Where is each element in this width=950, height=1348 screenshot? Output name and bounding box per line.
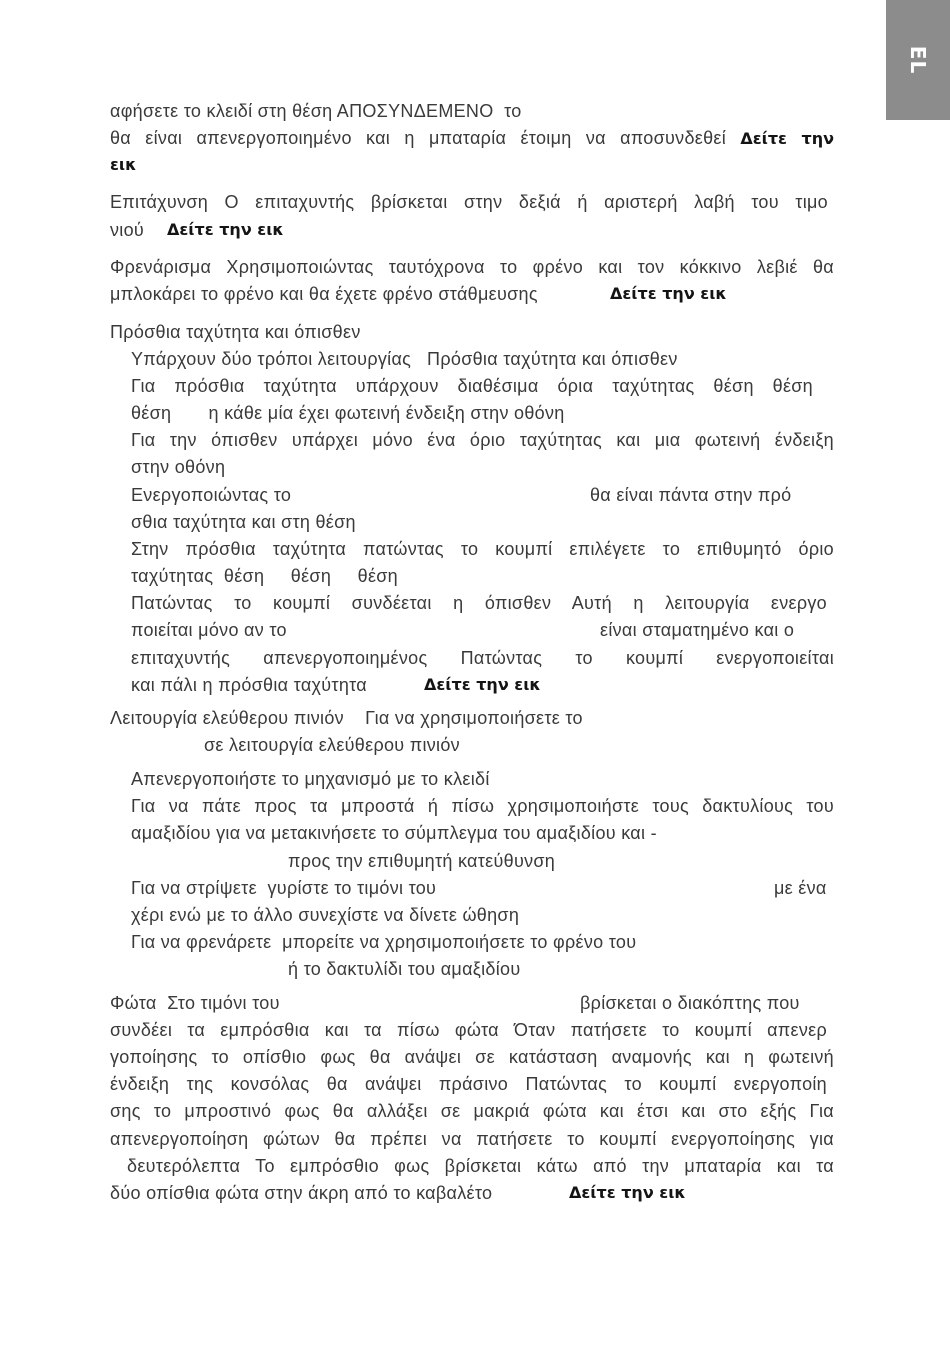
list-item: Για την όπισθεν υπάρχει μόνο ένα όριο ταχύτητας και μια φωτεινή ένδειξη: [131, 430, 834, 450]
text-line-continuation: βρίσκεται ο διακόπτης που: [580, 993, 800, 1013]
list-item: Για να πάτε προς τα μπροστά ή πίσω χρησιμοποιήστε τους δακτυλίους του: [131, 796, 834, 816]
list-item: Για να στρίψετε γυρίστε το τιμόνι του: [131, 878, 437, 898]
text-line: Φρενάρισμα Χρησιμοποιώντας ταυτόχρονα το φρένο και τον κόκκινο λεβιέ θα: [110, 257, 834, 277]
list-item: Απενεργοποιήστε το μηχανισμό με το κλειδί: [131, 769, 490, 789]
figure-reference: Δείτε την εικ: [569, 1183, 686, 1202]
section-heading: σε λειτουργία ελεύθερου πινιόν: [204, 735, 460, 755]
text-line: δευτερόλεπτα Το εμπρόσθιο φως βρίσκεται κάτω από την μπαταρία και τα: [127, 1156, 834, 1176]
list-item: Ενεργοποιώντας το: [131, 485, 292, 505]
figure-reference: Δείτε την εικ: [424, 675, 541, 694]
text-line: θέση η κάθε μία έχει φωτεινή ένδειξη στην οθόνη: [131, 403, 565, 423]
text-line: Επιτάχυνση Ο επιταχυντής βρίσκεται στην δεξιά ή αριστερή λαβή του τιμο: [110, 192, 828, 212]
list-item: Υπάρχουν δύο τρόποι λειτουργίας Πρόσθια ταχύτητα και όπισθεν: [131, 349, 678, 369]
section-heading: Λειτουργία ελεύθερου πινιόν Για να χρησιμοποιήσετε το: [110, 708, 583, 728]
text-line: δύο οπίσθια φώτα στην άκρη από το καβαλέτο: [110, 1183, 493, 1203]
list-item: Στην πρόσθια ταχύτητα πατώντας το κουμπί επιλέγετε το επιθυμητό όριο: [131, 539, 834, 559]
text-line: γοποίησης το οπίσθιο φως θα ανάψει σε κατάσταση αναμονής και η φωτεινή: [110, 1047, 834, 1067]
text-line: μπλοκάρει το φρένο και θα έχετε φρένο στάθμευσης: [110, 284, 538, 304]
text-line-continuation: με ένα: [774, 878, 827, 898]
text-line: συνδέει τα εμπρόσθια και τα πίσω φώτα Όταν πατήσετε το κουμπί απενερ: [110, 1020, 827, 1040]
text-line: ποιείται μόνο αν το: [131, 620, 287, 640]
text-line: Φώτα Στο τιμόνι του: [110, 993, 280, 1013]
line-text: θα είναι απενεργοποιημένο και η μπαταρία έτοιμη να αποσυνδεθεί: [110, 128, 727, 148]
text-line-continuation: θα είναι πάντα στην πρό: [590, 485, 792, 505]
figure-reference: Δείτε την εικ: [167, 220, 284, 239]
text-line: και πάλι η πρόσθια ταχύτητα: [131, 675, 368, 695]
list-item: Για πρόσθια ταχύτητα υπάρχουν διαθέσιμα όρια ταχύτητας θέση θέση: [131, 376, 813, 396]
figure-reference: Δείτε την: [740, 129, 834, 148]
text-line: νιού: [110, 220, 145, 240]
language-tab-label: EL: [906, 45, 930, 75]
text-line: απενεργοποίηση φώτων θα πρέπει να πατήσετε το κουμπί ενεργοποίησης για: [110, 1129, 834, 1149]
list-item: Πατώντας το κουμπί συνδέεται η όπισθεν Αυτή η λειτουργία ενεργο: [131, 593, 827, 613]
text-line: σης το μπροστινό φως θα αλλάξει σε μακριά φώτα και έτσι και στο εξής Για: [110, 1101, 834, 1121]
section-heading: Πρόσθια ταχύτητα και όπισθεν: [110, 322, 361, 342]
text-line: ταχύτητας θέση θέση θέση: [131, 566, 398, 586]
figure-reference: Δείτε την εικ: [610, 284, 727, 303]
text-line: προς την επιθυμητή κατεύθυνση: [288, 851, 556, 871]
text-line: επιταχυντής απενεργοποιημένος Πατώντας το κουμπί ενεργοποιείται: [131, 648, 834, 668]
text-line: σθια ταχύτητα και στη θέση: [131, 512, 356, 532]
text-line-continuation: είναι σταματημένο και ο: [600, 620, 795, 640]
text-line: ένδειξη της κονσόλας θα ανάψει πράσινο Πατώντας το κουμπί ενεργοποίη: [110, 1074, 827, 1094]
text-line: ή το δακτυλίδι του αμαξιδίου: [288, 959, 521, 979]
figure-reference: εικ: [110, 155, 137, 174]
list-item: Για να φρενάρετε μπορείτε να χρησιμοποιήσετε το φρένο του: [131, 932, 637, 952]
language-tab: [886, 0, 950, 120]
text-line: αφήσετε το κλειδί στη θέση ΑΠΟΣΥΝΔΕΜΕΝΟ το: [110, 101, 522, 121]
text-line: [110, 127, 834, 149]
text-line: αμαξιδίου για να μετακινήσετε το σύμπλεγμα του αμαξιδίου και -: [131, 823, 657, 843]
text-line: στην οθόνη: [131, 457, 226, 477]
text-line: χέρι ενώ με το άλλο συνεχίστε να δίνετε ώθηση: [131, 905, 520, 925]
